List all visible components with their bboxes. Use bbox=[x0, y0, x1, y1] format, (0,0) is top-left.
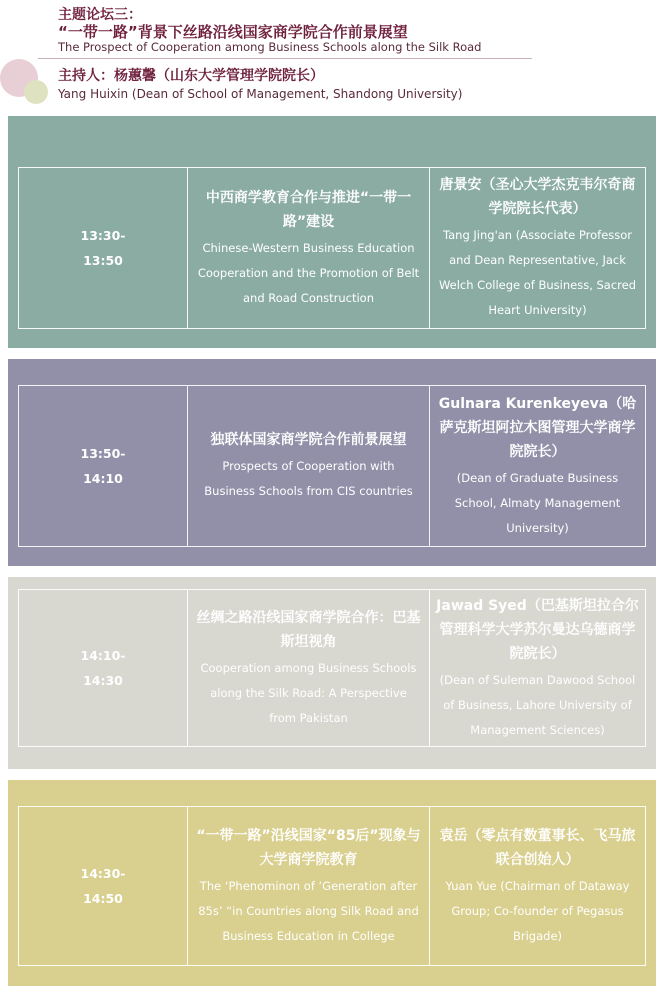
host-label: 主持人：杨蕙馨（山东大学管理学院院长） bbox=[58, 68, 324, 84]
topic-title-zh: 中西商学教育合作与推进“一带一路”建设 bbox=[205, 189, 412, 230]
session-speaker bbox=[430, 590, 645, 746]
topic-title-en: Chinese-Western Business Education Cooperation and the Promotion of Belt and Road Construction bbox=[197, 240, 420, 305]
session-block-3 bbox=[8, 577, 656, 769]
speaker-name-en: (Dean of Suleman Dawood School of Business, Lahore University of Management Sciences) bbox=[439, 672, 636, 737]
session-time bbox=[19, 807, 187, 965]
forum-label: 主题论坛三： bbox=[58, 7, 142, 23]
topic-title-en: The ‘Phenominon of ‘Generation after 85s’ “in Countries along Silk Road and Business Education in College bbox=[198, 878, 419, 943]
time-start: 14:10- bbox=[80, 648, 126, 663]
session-block-2 bbox=[8, 359, 656, 566]
header-divider bbox=[38, 58, 532, 59]
session-topic bbox=[188, 807, 429, 965]
speaker-name-en: Tang Jing'an (Associate Professor and Dean Representative, Jack Welch College of Business, Sacred Heart University) bbox=[438, 228, 637, 317]
session-block-4 bbox=[8, 780, 656, 986]
time-end: 13:50 bbox=[83, 253, 123, 268]
time-start: 14:30- bbox=[80, 866, 126, 881]
forum-title: “一带一路”背景下丝路沿线国家商学院合作前景展望 bbox=[58, 23, 408, 41]
session-table bbox=[18, 385, 646, 547]
session-speaker bbox=[430, 168, 645, 328]
session-table bbox=[18, 806, 646, 966]
topic-title-zh: “一带一路”沿线国家“85后”现象与大学商学院教育 bbox=[196, 827, 421, 868]
session-time bbox=[19, 386, 187, 546]
forum-title-en: The Prospect of Cooperation among Business Schools along the Silk Road bbox=[58, 40, 482, 54]
speaker-name-zh: 袁岳（零点有数董事长、飞马旅联合创始人） bbox=[439, 827, 636, 868]
session-time bbox=[19, 590, 187, 746]
time-start: 13:30- bbox=[80, 228, 126, 243]
time-end: 14:10 bbox=[83, 471, 123, 486]
session-block-1 bbox=[8, 116, 656, 348]
topic-title-zh: 丝绸之路沿线国家商学院合作：巴基斯坦视角 bbox=[196, 609, 421, 650]
speaker-name-zh: Jawad Syed（巴基斯坦拉合尔管理科学大学苏尔曼达乌德商学院院长） bbox=[436, 597, 639, 662]
topic-title-en: Prospects of Cooperation with Business Schools from CIS countries bbox=[204, 459, 413, 498]
speaker-name-en: (Dean of Graduate Business School, Almaty Management University) bbox=[454, 470, 621, 535]
speaker-name-zh: 唐景安（圣心大学杰克韦尔奇商学院院长代表） bbox=[439, 177, 636, 217]
decorative-circle-green bbox=[24, 80, 48, 104]
topic-title-zh: 独联体国家商学院合作前景展望 bbox=[210, 432, 407, 448]
host-en: Yang Huixin (Dean of School of Management, Shandong University) bbox=[58, 87, 463, 101]
session-speaker bbox=[430, 386, 645, 546]
speaker-name-en: Yuan Yue (Chairman of Dataway Group; Co-founder of Pegasus Brigade) bbox=[445, 878, 630, 943]
time-end: 14:30 bbox=[83, 673, 123, 688]
session-time bbox=[19, 168, 187, 328]
session-topic bbox=[188, 168, 429, 328]
topic-title-en: Cooperation among Business Schools along the Silk Road: A Perspective from Pakistan bbox=[200, 660, 417, 725]
session-topic bbox=[188, 590, 429, 746]
speaker-name-zh: Gulnara Kurenkeyeva（哈萨克斯坦阿拉木图管理大学商学院院长） bbox=[438, 395, 637, 460]
time-start: 13:50- bbox=[80, 446, 126, 461]
session-table bbox=[18, 167, 646, 329]
session-speaker bbox=[430, 807, 645, 965]
time-end: 14:50 bbox=[83, 891, 123, 906]
session-topic bbox=[188, 386, 429, 546]
session-table bbox=[18, 589, 646, 747]
